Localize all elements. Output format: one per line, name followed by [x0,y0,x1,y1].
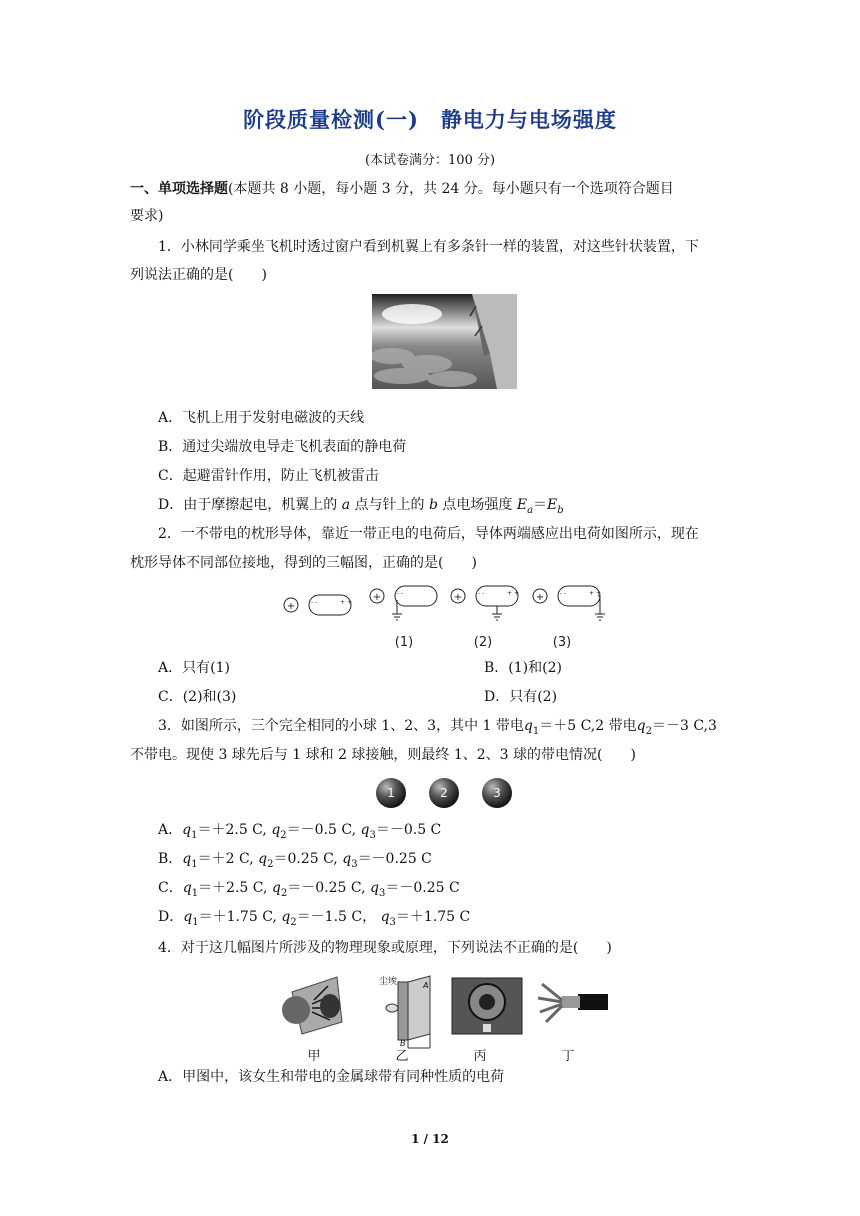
q3-option-c: C．$q_1=+2.5$ C, $q_2=-0.25$ C, $q_3=-0.25$ C [158,880,460,899]
ball-2: 2 [429,778,459,808]
plate-label-a: A [423,981,429,990]
q1-d-text: D．由于摩擦起电，机翼上的 [158,497,338,513]
section-heading [130,178,742,200]
q3-q1-sub: 1 [532,725,540,737]
conductor-figure [280,584,620,654]
q3-stem-2: 不带电。现使 3 球先后与 1 球和 2 球接触，则最终 1、2、3 球的带电情况( ) [130,747,636,763]
plus-sign-2: + [453,592,463,603]
q2-stem-1: 2．一不带电的枕形导体，靠近一带正电的电荷后，导体两端感应出电荷如图所示，现在 [158,526,699,542]
svg-text:+ +: + + [340,599,352,606]
fig-label-3: (3) [552,635,572,650]
q3-b-v3: ＝－0.25 C [357,851,432,867]
svg-text:- -: - - [559,590,567,597]
q3-option-d: D．$q_1=+1.75$ C, $q_2=-1.5$ C， $q_3=+1.75$ C [158,909,471,928]
q2-stem-2: 枕形导体不同部位接地，得到的三幅图，正确的是( ) [130,555,477,571]
svg-text:+ +: + + [589,590,601,597]
page-title: 阶段质量检测(一) 静电力与电场强度 [243,107,617,132]
section-desc-2: 要求) [130,208,164,224]
plus-sign-1: + [372,592,382,603]
page-number: 1 / 12 [411,1132,449,1146]
q3-c-v2: ＝－0.25 C, [287,880,366,896]
q3-q1: q [523,718,533,734]
q3-q2: q [636,718,646,734]
q1-option-c: C．起避雷针作用，防止飞机被雷击 [158,468,379,484]
q3-b-v1: ＝＋2 C, [197,851,254,867]
q3-b-label: B． [158,851,183,867]
q1-d-e2: E [547,497,558,513]
q1-d-b: b [428,497,438,513]
q1-option-b: B．通过尖端放电导走飞机表面的静电荷 [158,439,407,455]
q3-c-v3: ＝－0.25 C [385,880,460,896]
fig-label-1: (1) [394,635,414,650]
q2-option-b: B．(1)和(2) [484,660,562,676]
q1-d-e: E [516,497,528,513]
plus-sign-3: + [535,592,545,603]
q3-b-v2: ＝0.25 C, [273,851,338,867]
svg-text:+ +: + + [507,590,519,597]
fig-label-jia: 甲 [307,1049,321,1064]
q2-option-d: D．只有(2) [484,689,558,705]
q2-option-c: C．(2)和(3) [158,689,237,705]
fig-label-bing: 丙 [473,1049,487,1064]
q1-d-mid: 点与针上的 [354,497,425,513]
q3-stem-e: ＝－3 C,3 [651,718,717,734]
q1-stem-1: 1．小林同学乘坐飞机时透过窗户看到机翼上有多条针一样的装置，对这些针状装置，下 [158,239,699,255]
q3-option-a: A．$q_1=+2.5$ C, $q_2=-0.5$ C, $q_3=-0.5$ C [158,822,442,841]
ball-3: 3 [482,778,512,808]
svg-text:- -: - - [396,590,404,597]
q3-stem-a: 3．如图所示，三个完全相同的小球 1、2、3，其中 1 带电 [158,718,524,734]
svg-text:- -: - - [477,590,485,597]
q3-d-v1: ＝＋1.75 C, [198,909,277,925]
q1-stem-2: 列说法正确的是( ) [130,267,267,283]
fig-label-ding: 丁 [561,1049,575,1064]
dust-label: 尘埃 [379,977,398,987]
svg-text:- -: - - [310,599,318,606]
q3-option-b: B．$q_1=+2$ C, $q_2=0.25$ C, $q_3=-0.25$ C [158,851,432,870]
q3-d-label: D． [158,909,184,925]
plus-sign-0: + [286,601,296,612]
q3-d-v3: ＝＋1.75 C [395,909,471,925]
q3-a-v3: ＝－0.5 C [375,822,442,838]
q3-c-label: C． [158,880,183,896]
q1-d-sub-b: b [557,504,564,516]
section-title: 一、单项选择题 [130,181,228,197]
q3-c-v1: ＝＋2.5 C, [198,880,268,896]
q1-d-a: a [341,497,351,513]
airplane-wing-photo [372,294,517,389]
q3-a-v2: ＝－0.5 C, [286,822,357,838]
q3-stem-c: ＝＋5 C,2 带电 [539,718,637,734]
q1-option-a: A．飞机上用于发射电磁波的天线 [158,410,365,426]
page-subtitle: (本试卷满分：100 分) [364,153,496,168]
fig-label-yi: 乙 [395,1049,409,1064]
q4-stem-1: 4．对于这几幅图片所涉及的物理现象或原理，下列说法不正确的是( ) [158,940,612,956]
q3-a-label: A． [158,822,183,838]
phenomena-figure [282,972,612,1064]
q3-a-v1: ＝＋2.5 C, [197,822,267,838]
fig-label-2: (2) [473,635,493,650]
q3-q2-sub: 2 [645,725,652,737]
q1-d-sub-a: a [527,504,534,516]
q1-d-eq: ＝ [533,497,548,513]
q2-option-a: A．只有(1) [158,660,230,676]
ball-1: 1 [376,778,406,808]
q1-option-d [158,494,564,522]
q3-stem-1 [158,715,742,743]
q3-d-v2: ＝－1.5 C， [296,909,377,925]
section-desc-1: (本题共 8 小题，每小题 3 分，共 24 分。每小题只有一个选项符合题目 [228,181,674,197]
plate-label-b: B [400,1039,406,1048]
q1-d-mid2: 点电场强度 [442,497,513,513]
q4-option-a: A．甲图中，该女生和带电的金属球带有同种性质的电荷 [158,1069,505,1085]
